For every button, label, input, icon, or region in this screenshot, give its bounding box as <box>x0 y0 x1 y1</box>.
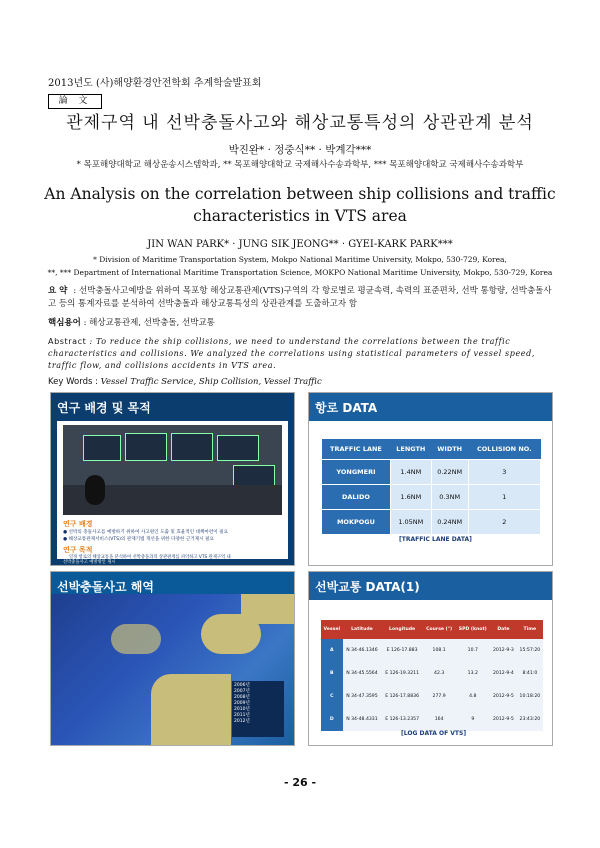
table-row: C N 34-47.3595 E 126-17.8836 277.9 4.8 2012-9-5 10:18:20 <box>321 685 543 708</box>
authors-korean: 박진완* · 정중식** · 박계각*** <box>228 144 372 156</box>
map-legend <box>232 681 284 737</box>
keywords-english-text: Vessel Traffic Service, Ship Collision, Vessel Traffic <box>100 377 322 387</box>
lane-width: 0.24NM <box>431 510 468 535</box>
vts-log-table <box>321 620 543 731</box>
summary-text: : 선박충돌사고예방을 위하여 목포항 해상교통관제(VTS)구역의 각 항로별로 평균속력, 속력의 표준편차, 선박 통항량, 선박충돌사고 등의 통계자료를 분석하여 선박충돌과 해상교통특성의 상관관계를 도출하고자 함 <box>48 286 552 309</box>
table-row: D N 34-48.4331 E 126-13.2357 164 9 2012-9-5 23:43:20 <box>321 708 543 731</box>
slide1-body <box>57 421 288 559</box>
page-number: - 26 - <box>283 776 317 789</box>
vts-control-room-photo <box>63 425 282 515</box>
lane-length: 1.4NM <box>390 460 431 485</box>
title-korean: 관제구역 내 선박충돌사고와 해상교통특성의 상관관계 분석 <box>66 113 534 133</box>
slide-research-background <box>50 392 295 566</box>
slide-traffic-data <box>308 571 553 746</box>
legend-item: 2006년 <box>234 683 250 688</box>
collision-count: 2 <box>468 510 540 535</box>
column-header: Course (°) <box>423 620 456 639</box>
slide2-title: 항로 DATA <box>315 401 378 415</box>
legend-item: 2010년 <box>234 707 250 712</box>
column-header: Time <box>517 620 543 639</box>
abstract-text: : To reduce the ship collisions, we need to understand the correlations between the traffic characteristics and collisions. We analyzed the correlations using statistical parameters of vessel speed, traffic flow, and collisions accidents in VTS area. <box>48 337 536 370</box>
column-header: Latitude <box>343 620 382 639</box>
log-table-caption: [LOG DATA OF VTS] <box>401 730 467 737</box>
purpose-heading: 연구 목적 <box>63 546 93 554</box>
title-english: An Analysis on the correlation between ship collisions and traffic characteristics in VTS area <box>44 185 556 225</box>
slide1-title: 연구 배경 및 목적 <box>57 401 151 415</box>
collision-area-map <box>51 594 294 745</box>
column-header: WIDTH <box>431 439 468 460</box>
lane-name: MOKPOGU <box>322 510 391 535</box>
keywords-english-label: Key Words : <box>48 377 98 387</box>
lane-width: 0.3NM <box>431 485 468 510</box>
keywords-korean-label: 핵심용어 <box>48 318 81 328</box>
paper-type-badge: 論 文 <box>48 94 102 109</box>
affiliation-korean: * 목포해양대학교 해상운송시스템학과, ** 목포해양대학교 국제해사수송과학부, *** 목포해양대학교 국제해사수송과학부 <box>76 160 524 170</box>
slide-collision-area-map <box>50 571 295 746</box>
legend-item: 2009년 <box>234 701 250 706</box>
column-header: SPD (knot) <box>455 620 490 639</box>
column-header: COLLISION NO. <box>468 439 540 460</box>
table-row: A N 34-46.1346 E 126-17.883 108.1 10.7 2012-9-3 15:57:20 <box>321 639 543 662</box>
table-row <box>322 510 541 535</box>
column-header: Date <box>490 620 517 639</box>
affiliation-english-1: * Division of Maritime Transportation System, Mokpo National Maritime University, Mokpo, 530-729, Korea, <box>93 255 507 264</box>
abstract-label: Abstract <box>48 337 87 346</box>
background-heading: 연구 배경 <box>63 520 93 528</box>
keywords-korean <box>48 316 215 328</box>
slide3-title: 선박충돌사고 해역 <box>57 580 154 594</box>
lane-name: DALIDO <box>322 485 391 510</box>
abstract-english <box>48 336 553 372</box>
summary-label: 요 약 <box>48 286 68 296</box>
table-row <box>322 485 541 510</box>
summary-korean <box>48 285 553 311</box>
slide-lane-data <box>308 392 553 566</box>
lane-length: 1.05NM <box>390 510 431 535</box>
collision-count: 1 <box>468 485 540 510</box>
keywords-english <box>48 377 322 387</box>
background-line-2: ● 해상교통관제서비스(VTS)의 관제기법 개선을 위한 다양한 근거제시 필요 <box>63 537 214 542</box>
purpose-line-1: 일정 항로의 해상교통을 분석하여 선박충돌과의 상관관계를 파악하고 VTS 관제구역 내 <box>69 555 231 560</box>
conference-name: 2013년도 (사)해양환경안전학회 추계학술발표회 <box>48 78 262 89</box>
table-row <box>322 460 541 485</box>
column-header: TRAFFIC LANE <box>322 439 391 460</box>
column-header: Vessel <box>321 620 343 639</box>
lane-width: 0.22NM <box>431 460 468 485</box>
legend-item: 2012년 <box>234 719 250 724</box>
affiliation-english-2: **, *** Department of International Maritime Transportation Science, MOKPO National Maritime University, Mokpo, 530-729, Korea <box>47 268 553 277</box>
lane-length: 1.6NM <box>390 485 431 510</box>
collision-count: 3 <box>468 460 540 485</box>
purpose-line-2: 선박충돌사고 예방방안 제시 <box>63 560 116 565</box>
authors-english: JIN WAN PARK* · JUNG SIK JEONG** · GYEI-KARK PARK*** <box>147 239 453 250</box>
legend-item: 2011년 <box>234 713 250 718</box>
keywords-korean-text: : 해상교통관제, 선박충돌, 선박교통 <box>83 318 215 328</box>
background-line-1: ● 선박의 충돌사고를 예방하기 위하여 사고원인 도출 및 효율적인 대책마련이 필요 <box>63 530 229 535</box>
lane-name: YONGMERI <box>322 460 391 485</box>
column-header: LENGTH <box>390 439 431 460</box>
column-header: Longitude <box>381 620 423 639</box>
legend-item: 2007년 <box>234 689 250 694</box>
legend-item: 2008년 <box>234 695 250 700</box>
lane-table-caption: [TRAFFIC LANE DATA] <box>399 536 472 543</box>
slide4-title: 선박교통 DATA(1) <box>315 580 420 594</box>
table-row: B N 34-45.5564 E 126-19.3211 42.3 13.2 2012-9-4 8:41:0 <box>321 662 543 685</box>
traffic-lane-table <box>321 439 541 535</box>
